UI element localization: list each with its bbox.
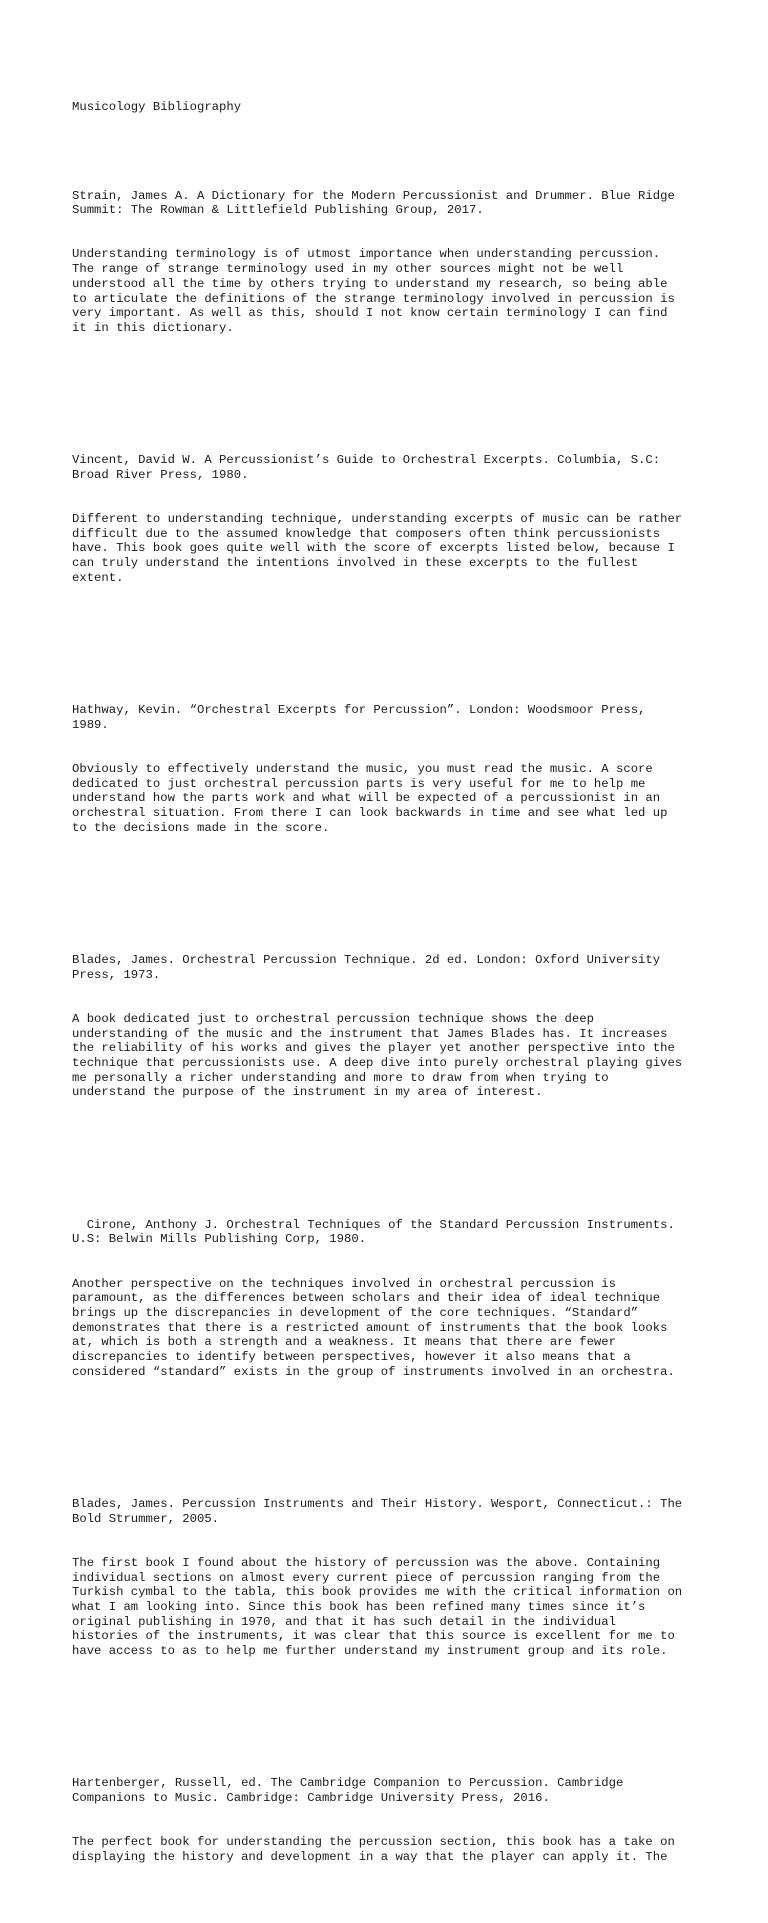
bibliography-entry — [72, 1188, 712, 1409]
entry-annotation: The perfect book for understanding the percussion section, this book has a take on displaying the history and development in a way that the player can apply it. The — [72, 1835, 675, 1864]
entry-citation: Cirone, Anthony J. Orchestral Techniques of the Standard Percussion Instruments. U.S: Belwin Mills Publishing Corp, 1980. — [72, 1217, 675, 1247]
entry-citation: Blades, James. Percussion Instruments and Their History. Wesport, Connecticut.: The Bold Strummer, 2005. — [72, 1497, 683, 1526]
entry-annotation: A book dedicated just to orchestral percussion technique shows the deep understanding of the music and the instrument that James Blades has. It increases the reliability of his works and gives the player yet another perspective into the technique that percussionists use. A deep dive into purely orchestral playing gives me personally a richer understanding and more to draw from when trying to understand the purpose of the instrument in my area of interest. — [72, 1011, 683, 1100]
entry-citation: Blades, James. Orchestral Percussion Technique. 2d ed. London: Oxford University Press, 1973. — [72, 953, 661, 982]
entry-citation: Hathway, Kevin. “Orchestral Excerpts for Percussion”. London: Woodsmoor Press, 1989. — [72, 703, 646, 732]
bibliography-entry — [72, 924, 712, 1130]
entry-citation: Vincent, David W. A Percussionist’s Guide to Orchestral Excerpts. Columbia, S.C: Broad River Press, 1980. — [72, 453, 661, 482]
bibliography-entry — [72, 424, 712, 615]
entry-annotation: Obviously to effectively understand the music, you must read the music. A score dedicated to just orchestral percussion parts is very useful for me to help me understand how the parts work and what will be expected of a percussionist in an orchestral situation. From there I can look backwards in time and see what led up to the decisions made in the score. — [72, 762, 668, 835]
entry-annotation: The first book I found about the history of percussion was the above. Containing individual sections on almost every current piece of percussion ranging from the Turkish cymbal to the tabla, this book provides me with the critical information on what I am looking into. Since this book has been refined many times since it’s original publishing in 1970, and that it has such detail in the individual histories of the instruments, it was clear that this source is excellent for me to have access to as to help me further understand my instrument group and its role. — [72, 1555, 683, 1659]
entry-citation: Hartenberger, Russell, ed. The Cambridge Companion to Percussion. Cambridge Companions to Music. Cambridge: Cambridge University Press, 2016. — [72, 1776, 624, 1806]
document-page — [72, 71, 712, 1923]
bibliography-entry — [72, 674, 712, 865]
document-title: Musicology Bibliography — [72, 100, 242, 115]
bibliography-entry — [72, 1468, 712, 1689]
bibliography-entry — [72, 1747, 712, 1894]
entry-annotation: Different to understanding technique, understanding excerpts of music can be rather difficult due to the assumed knowledge that composers often think percussionists have. This book goes quite well with the score of excerpts listed below, because I can truly understand the intentions involved in these excerpts to the fullest extent. — [72, 512, 683, 585]
entry-annotation: Another perspective on the techniques involved in orchestral percussion is paramount, as the differences between scholars and their idea of ideal technique brings up the discrepancies in development of the core techniques. “Standard” demonstrates that there is a restricted amount of instruments that the book looks at, which is both a strength and a weakness. It means that there are fewer discrepancies to identify between perspectives, however it also means that a considered “standard” exists in the group of instruments involved in an orchestra. — [72, 1276, 675, 1379]
entry-annotation: Understanding terminology is of utmost importance when understanding percussion. The range of strange terminology used in my other sources might not be well understood all the time by others trying to understand my research, so being able to articulate the definitions of the strange terminology involved in percussion is very important. As well as this, should I not know certain terminology I can find it in this dictionary. — [72, 247, 675, 335]
entry-citation: Strain, James A. A Dictionary for the Modern Percussionist and Drummer. Blue Ridge Summit: The Rowman & Littlefield Publishing Group, 2017. — [72, 188, 675, 218]
bibliography-entry — [72, 159, 712, 365]
